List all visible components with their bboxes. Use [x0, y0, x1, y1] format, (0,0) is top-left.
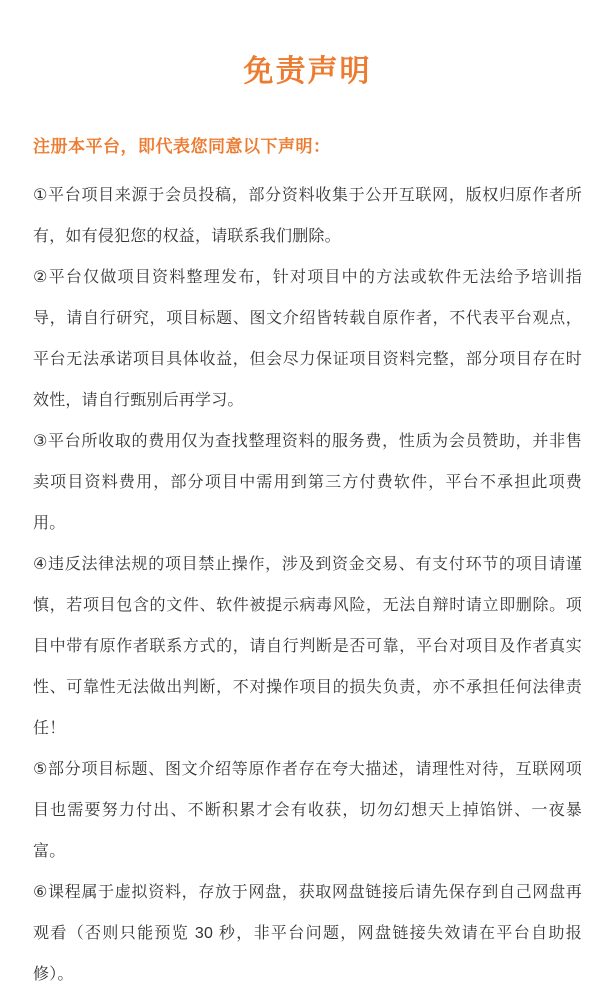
disclaimer-paragraph-2: ②平台仅做项目资料整理发布，针对项目中的方法或软件无法给予培训指导，请自行研究，项目标题、图文介绍皆转载自原作者，不代表平台观点，平台无法承诺项目具体收益，但会尽力保证项目资料完整，部分项目存在时效性，请自行甄别后再学习。	[33, 269, 582, 409]
disclaimer-paragraph-3: ③平台所收取的费用仅为查找整理资料的服务费，性质为会员赞助，并非售卖项目资料费用，部分项目中需用到第三方付费软件，平台不承担此项费用。	[33, 433, 582, 532]
intro-statement: 注册本平台，即代表您同意以下声明：	[33, 137, 331, 156]
disclaimer-paragraph-5: ⑤部分项目标题、图文介绍等原作者存在夸大描述，请理性对待，互联网项目也需要努力付出、不断积累才会有收获，切勿幻想天上掉馅饼、一夜暴富。	[33, 761, 582, 860]
disclaimer-paragraph-1: ①平台项目来源于会员投稿，部分资料收集于公开互联网，版权归原作者所有，如有侵犯您的权益，请联系我们删除。	[33, 187, 582, 245]
page-title: 免责声明	[243, 55, 372, 88]
disclaimer-body	[33, 175, 582, 995]
disclaimer-paragraph-6: ⑥课程属于虚拟资料，存放于网盘，获取网盘链接后请先保存到自己网盘再观看（否则只能预览 30 秒，非平台问题，网盘链接失效请在平台自助报修）。	[33, 884, 582, 983]
disclaimer-paragraph-4: ④违反法律法规的项目禁止操作，涉及到资金交易、有支付环节的项目请谨慎，若项目包含的文件、软件被提示病毒风险，无法自辩时请立即删除。项目中带有原作者联系方式的，请自行判断是否可靠，平台对项目及作者真实性、可靠性无法做出判断，不对操作项目的损失负责，亦不承担任何法律责任！	[33, 556, 582, 737]
